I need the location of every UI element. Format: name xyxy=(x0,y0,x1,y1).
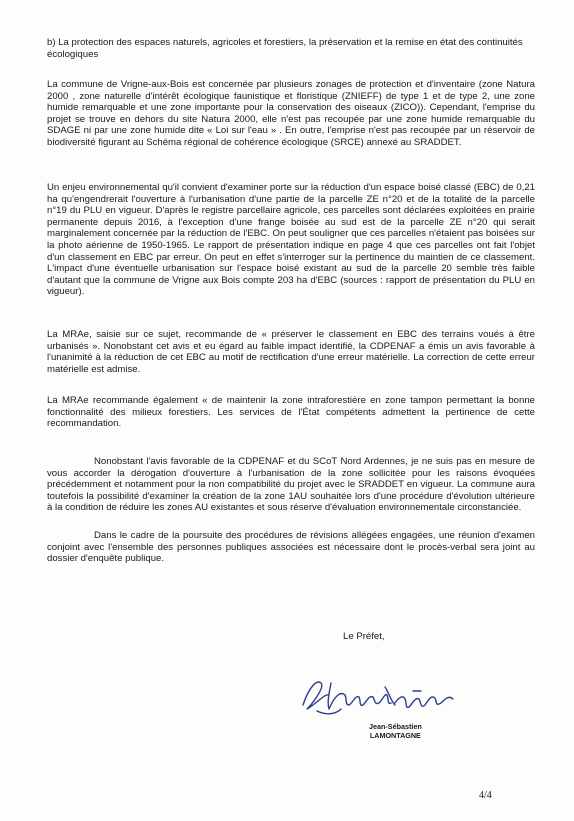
paragraph-mrae-forest: La MRAe recommande également « de maintenir la zone intraforestière en zone tampon permettant la bonne fonctionnalité des milieux forestiers. Les services de l'État compétents admettent la pertinence de cette recommandation. xyxy=(47,395,535,430)
signer-first-name: Jean-Sébastien xyxy=(369,722,422,731)
page-number: 4/4 xyxy=(479,790,492,801)
signer-name xyxy=(369,722,422,740)
handwritten-signature xyxy=(295,665,465,725)
signatory-title: Le Préfet, xyxy=(343,631,385,642)
paragraph-mrae-ebc: La MRAe, saisie sur ce sujet, recommande de « préserver le classement en EBC des terrains voués à être urbanisés ». Nonobstant cet avis et eu égard au faible impact identifié, la CDPENAF a émis un avis favorable à l'unanimité à la réduction de cet EBC au motif de rectification d'une erreur matérielle. La correction de cette erreur matérielle est admise. xyxy=(47,329,535,375)
paragraph-joint-review: Dans le cadre de la poursuite des procédures de révisions allégées engagées, une réunion d'examen conjoint avec l'ensemble des personnes publiques associées est nécessaire dont le procès-verbal sera joint au dossier d'enquête publique. xyxy=(47,530,535,565)
paragraph-decision: Nonobstant l'avis favorable de la CDPENAF et du SCoT Nord Ardennes, je ne suis pas en mesure de vous accorder la dérogation d'ouverture à l'urbanisation de la zone sollicitée pour les raisons évoquées précédemment et notamment pour la non compatibilité du projet avec le SRADDET en vigueur. La commune aura toutefois la possibilité d'examiner la création de la zone 1AU souhaitée lors d'une procédure d'évolution ultérieure à la condition de réduire les zones AU existantes et sous réserve d'évaluation environnementale circonstanciée. xyxy=(47,456,535,514)
paragraph-ebc-issue: Un enjeu environnemental qu'il convient d'examiner porte sur la réduction d'un espace boisé classé (EBC) de 0,21 ha qu'engendrerait l'ouverture à l'urbanisation d'une partie de la parcelle ZE n°20 et de la totalité de la parcelle n°19 du PLU en vigueur. D'après le registre parcellaire agricole, ces parcelles sont déclarées exploitées en prairie permanente depuis 2016, à l'exception d'une frange boisée au sud est de la parcelle ZE n°20 qui serait marginalement concernée par la réduction de l'EBC. On peut souligner que ces parcelles n'étaient pas boisées sur la photo aérienne de 1950-1965. Le rapport de présentation indique en page 4 que ces parcelles ont fait l'objet d'un classement en EBC par erreur. On peut en effet s'interroger sur la pertinence du maintien de ce classement. L'impact d'une éventuelle urbanisation sur l'espace boisé existant au sud de la parcelle 20 semble très faible d'autant que la commune de Vrigne aux Bois compte 203 ha d'EBC (sources : rapport de présentation du PLU en vigueur). xyxy=(47,182,535,298)
signer-last-name: LAMONTAGNE xyxy=(369,731,421,740)
section-heading: b) La protection des espaces naturels, agricoles et forestiers, la préservation et la remise en état des continuités écologiques xyxy=(47,37,523,60)
paragraph-zoning: La commune de Vrigne-aux-Bois est concernée par plusieurs zonages de protection et d'inventaire (zone Natura 2000 , zone naturelle d'intérêt écologique faunistique et floristique (ZNIEFF) de type 1 et de type 2, une zone humide remarquable et une zone importante pour la conservation des oiseaux (ZICO)). Cependant, l'emprise du projet se trouve en dehors du site Natura 2000, elle n'est pas recoupée par une zone humide remarquable du SDAGE ni par une zone humide dite « Loi sur l'eau » . En outre, l'emprise n'est pas recoupée par un réservoir de biodiversité figurant au Schéma régional de cohérence écologique (SRCE) annexé au SRADDET. xyxy=(47,79,535,148)
